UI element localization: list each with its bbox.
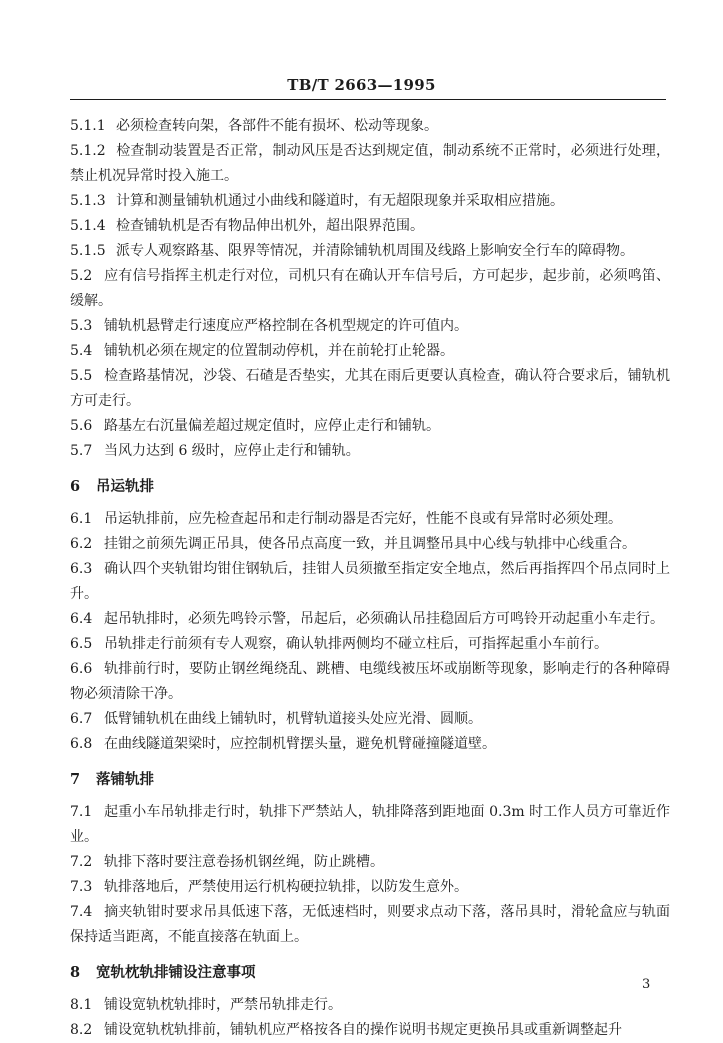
clause-text: 轨排落地后，严禁使用运行机构硬拉轨排，以防发生意外。 (104, 879, 468, 895)
clause-number: 7.4 (70, 904, 93, 920)
clause-paragraph (70, 1018, 670, 1043)
clause-paragraph (70, 114, 670, 139)
header-rule (70, 99, 666, 100)
clause-paragraph (70, 993, 670, 1018)
clause-number: 5.3 (70, 318, 93, 334)
clause-number: 6.8 (70, 736, 93, 752)
clause-text: 铺设宽轨枕轨排前，铺轨机应严格按各自的操作说明书规定更换吊具或重新调整起升 (104, 1022, 622, 1038)
clause-number: 5.1.5 (70, 243, 106, 259)
clause-text: 挂钳之前须先调正吊具，使各吊点高度一致，并且调整吊具中心线与轨排中心线重合。 (104, 536, 636, 552)
clause-number: 5.1.2 (70, 143, 106, 159)
clause-number: 8 (70, 964, 81, 981)
clause-number: 7.2 (70, 854, 93, 870)
clause-paragraph (70, 339, 670, 364)
clause-text: 应有信号指挥主机走行对位，司机只有在确认开车信号后，方可起步，起步前，必须鸣笛、缓解。 (70, 268, 670, 309)
standard-code-header: TB/T 2663—1995 (287, 76, 436, 94)
clause-number: 8.1 (70, 997, 93, 1013)
section-heading (70, 474, 670, 499)
clause-text: 当风力达到 6 级时，应停止走行和铺轨。 (104, 443, 360, 459)
clause-paragraph (70, 900, 670, 950)
clause-number: 5.1.1 (70, 118, 106, 134)
clause-paragraph (70, 557, 670, 607)
clause-paragraph (70, 314, 670, 339)
clause-text: 吊运轨排前，应先检查起吊和走行制动器是否完好，性能不良或有异常时必须处理。 (104, 511, 622, 527)
clause-number: 5.2 (70, 268, 93, 284)
clause-number: 6.4 (70, 611, 93, 627)
clause-paragraph (70, 800, 670, 850)
clause-number: 6 (70, 478, 81, 495)
clause-text: 起重小车吊轨排走行时，轨排下严禁站人，轨排降落到距地面 0.3m 时工作人员方可靠近作业。 (70, 804, 670, 845)
heading-text: 吊运轨排 (96, 478, 154, 495)
clause-paragraph (70, 507, 670, 532)
clause-text: 检查路基情况，沙袋、石碴是否垫实，尤其在雨后更要认真检查，确认符合要求后，铺轨机方可走行。 (70, 368, 670, 409)
clause-number: 6.6 (70, 661, 93, 677)
clause-paragraph (70, 657, 670, 707)
clause-number: 5.4 (70, 343, 93, 359)
section-heading (70, 960, 670, 985)
clause-paragraph (70, 850, 670, 875)
heading-text: 落铺轨排 (96, 771, 154, 788)
clause-paragraph (70, 139, 670, 189)
section-heading (70, 767, 670, 792)
clause-paragraph (70, 214, 670, 239)
clause-text: 吊轨排走行前须有专人观察，确认轨排两侧均不碰立柱后，可指挥起重小车前行。 (104, 636, 608, 652)
clause-text: 检查制动装置是否正常，制动风压是否达到规定值，制动系统不正常时，必须进行处理，禁止机况异常时投入施工。 (70, 143, 670, 184)
clause-number: 6.5 (70, 636, 93, 652)
clause-paragraph (70, 239, 670, 264)
clause-text: 必须检查转向架，各部件不能有损坏、松动等现象。 (116, 118, 438, 134)
clause-paragraph (70, 707, 670, 732)
clause-number: 5.1.4 (70, 218, 106, 234)
clause-number: 6.7 (70, 711, 93, 727)
clause-text: 检查铺轨机是否有物品伸出机外，超出限界范围。 (116, 218, 424, 234)
clause-text: 低臂铺轨机在曲线上铺轨时，机臂轨道接头处应光滑、圆顺。 (104, 711, 482, 727)
clause-number: 6.1 (70, 511, 93, 527)
clause-paragraph (70, 189, 670, 214)
clause-paragraph (70, 632, 670, 657)
clause-number: 7.3 (70, 879, 93, 895)
clause-text: 铺轨机必须在规定的位置制动停机，并在前轮打止轮器。 (104, 343, 454, 359)
clause-text: 摘夹轨钳时要求吊具低速下落，无低速档时，则要求点动下落，落吊具时，滑轮盒应与轨面保持适当距离，不能直接落在轨面上。 (70, 904, 670, 945)
clause-text: 计算和测量铺轨机通过小曲线和隧道时，有无超限现象并采取相应措施。 (116, 193, 564, 209)
clause-number: 7 (70, 771, 81, 788)
clause-paragraph (70, 607, 670, 632)
clause-number: 6.2 (70, 536, 93, 552)
clause-text: 轨排下落时要注意卷扬机钢丝绳，防止跳槽。 (104, 854, 384, 870)
page-number: 3 (642, 977, 651, 992)
clause-paragraph (70, 875, 670, 900)
clause-text: 派专人观察路基、限界等情况，并清除铺轨机周围及线路上影响安全行车的障碍物。 (116, 243, 634, 259)
clause-text: 铺设宽轨枕轨排时，严禁吊轨排走行。 (104, 997, 342, 1013)
clause-text: 轨排前行时，要防止钢丝绳绕乱、跳槽、电缆线被压坏或崩断等现象，影响走行的各种障碍物必须清除干净。 (70, 661, 670, 702)
clause-text: 路基左右沉量偏差超过规定值时，应停止走行和铺轨。 (104, 418, 440, 434)
clause-text: 在曲线隧道架梁时，应控制机臂摆头量，避免机臂碰撞隧道壁。 (104, 736, 496, 752)
clause-paragraph (70, 364, 670, 414)
clause-number: 5.1.3 (70, 193, 106, 209)
clause-number: 6.3 (70, 561, 93, 577)
clause-number: 5.7 (70, 443, 93, 459)
clause-number: 8.2 (70, 1022, 93, 1038)
clause-number: 5.6 (70, 418, 93, 434)
clause-paragraph (70, 264, 670, 314)
heading-text: 宽轨枕轨排铺设注意事项 (96, 964, 256, 981)
clause-number: 7.1 (70, 804, 93, 820)
clause-text: 确认四个夹轨钳均钳住钢轨后，挂钳人员须撤至指定安全地点，然后再指挥四个吊点同时上升。 (70, 561, 670, 602)
clause-text: 铺轨机悬臂走行速度应严格控制在各机型规定的许可值内。 (104, 318, 468, 334)
clause-text: 起吊轨排时，必须先鸣铃示警，吊起后，必须确认吊挂稳固后方可鸣铃开动起重小车走行。 (104, 611, 664, 627)
document-body (70, 114, 670, 1043)
clause-number: 5.5 (70, 368, 93, 384)
clause-paragraph (70, 414, 670, 439)
clause-paragraph (70, 439, 670, 464)
clause-paragraph (70, 532, 670, 557)
clause-paragraph (70, 732, 670, 757)
